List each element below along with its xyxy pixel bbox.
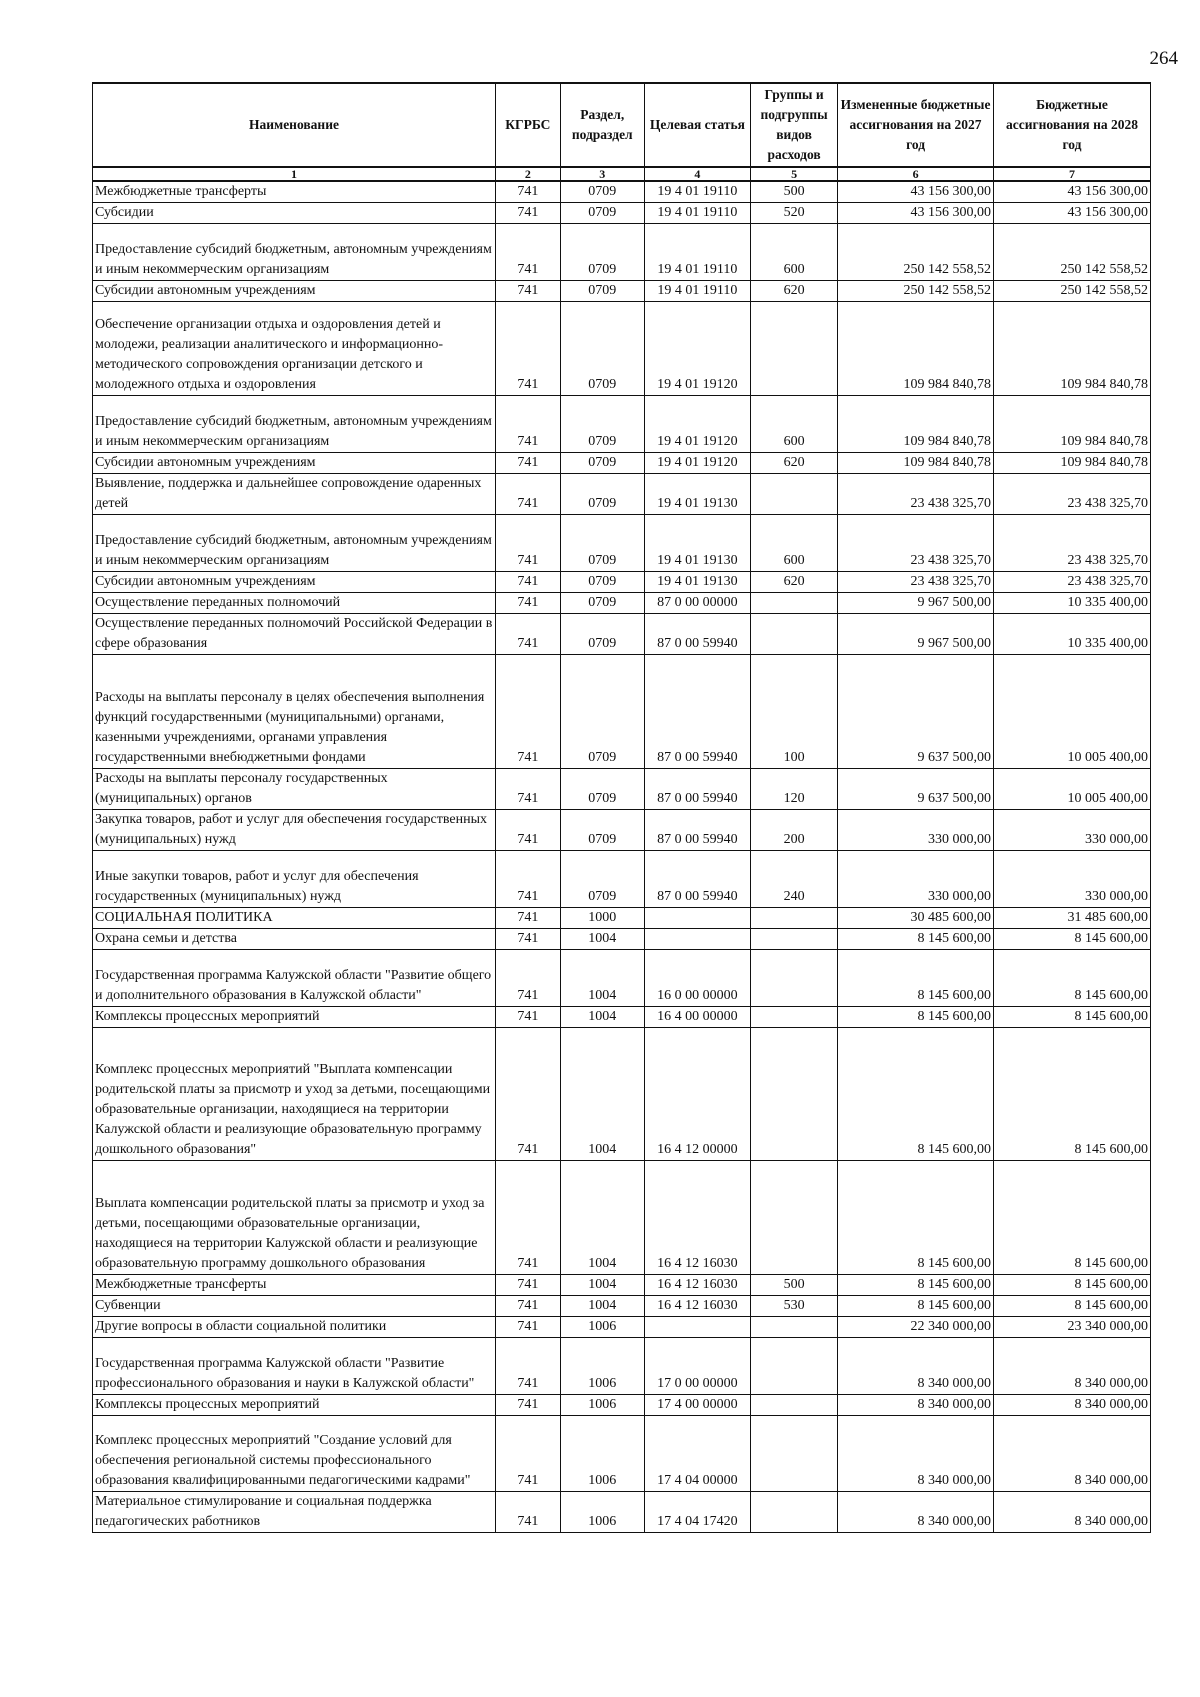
cell-kgrbs: 741 — [495, 1492, 560, 1533]
cell-section: 1004 — [560, 1007, 644, 1028]
cell-amount-2027: 22 340 000,00 — [838, 1317, 994, 1338]
cell-name: Другие вопросы в области социальной политики — [93, 1317, 496, 1338]
cell-section: 1000 — [560, 908, 644, 929]
cell-name: Субвенции — [93, 1296, 496, 1317]
cell-group: 600 — [751, 515, 838, 572]
cell-section: 0709 — [560, 655, 644, 769]
cell-section: 1004 — [560, 1161, 644, 1275]
cell-amount-2027: 250 142 558,52 — [838, 281, 994, 302]
header-changed-2027: Измененные бюджетные ассигнования на 2027 год — [838, 83, 994, 167]
cell-amount-2028: 109 984 840,78 — [994, 453, 1151, 474]
cell-section: 0709 — [560, 224, 644, 281]
column-number: 7 — [994, 167, 1151, 181]
table-row — [93, 593, 1151, 614]
page-number: 264 — [1149, 48, 1178, 69]
cell-target: 19 4 01 19130 — [644, 474, 750, 515]
cell-amount-2027: 8 145 600,00 — [838, 929, 994, 950]
cell-amount-2027: 330 000,00 — [838, 851, 994, 908]
cell-target: 19 4 01 19110 — [644, 224, 750, 281]
cell-kgrbs: 741 — [495, 572, 560, 593]
cell-amount-2027: 250 142 558,52 — [838, 224, 994, 281]
cell-group — [751, 1492, 838, 1533]
cell-name: Межбюджетные трансферты — [93, 1275, 496, 1296]
cell-amount-2027: 330 000,00 — [838, 810, 994, 851]
table-row — [93, 769, 1151, 810]
cell-group: 530 — [751, 1296, 838, 1317]
cell-target: 19 4 01 19120 — [644, 396, 750, 453]
cell-kgrbs: 741 — [495, 1416, 560, 1492]
cell-section: 1004 — [560, 950, 644, 1007]
table-row — [93, 453, 1151, 474]
cell-kgrbs: 741 — [495, 1275, 560, 1296]
table-row — [93, 302, 1151, 396]
column-number: 4 — [644, 167, 750, 181]
cell-amount-2028: 10 005 400,00 — [994, 769, 1151, 810]
cell-name: Предоставление субсидий бюджетным, автономным учреждениям и иным некоммерческим организациям — [93, 515, 496, 572]
cell-amount-2028: 10 005 400,00 — [994, 655, 1151, 769]
cell-amount-2027: 8 145 600,00 — [838, 1028, 994, 1161]
cell-group: 120 — [751, 769, 838, 810]
cell-section: 1006 — [560, 1416, 644, 1492]
cell-section: 0709 — [560, 203, 644, 224]
cell-kgrbs: 741 — [495, 810, 560, 851]
cell-amount-2028: 23 340 000,00 — [994, 1317, 1151, 1338]
cell-group: 620 — [751, 281, 838, 302]
cell-section: 1006 — [560, 1395, 644, 1416]
cell-group: 600 — [751, 224, 838, 281]
cell-amount-2027: 30 485 600,00 — [838, 908, 994, 929]
cell-target: 87 0 00 59940 — [644, 810, 750, 851]
cell-kgrbs: 741 — [495, 203, 560, 224]
cell-group: 520 — [751, 203, 838, 224]
cell-amount-2028: 23 438 325,70 — [994, 572, 1151, 593]
cell-target: 87 0 00 59940 — [644, 655, 750, 769]
cell-target: 87 0 00 00000 — [644, 593, 750, 614]
cell-target: 17 4 04 17420 — [644, 1492, 750, 1533]
cell-amount-2027: 8 145 600,00 — [838, 950, 994, 1007]
cell-name: Осуществление переданных полномочий Российской Федерации в сфере образования — [93, 614, 496, 655]
cell-section: 0709 — [560, 614, 644, 655]
cell-target: 16 4 00 00000 — [644, 1007, 750, 1028]
cell-target: 16 4 12 16030 — [644, 1275, 750, 1296]
cell-group — [751, 1317, 838, 1338]
cell-amount-2028: 8 340 000,00 — [994, 1338, 1151, 1395]
cell-section: 0709 — [560, 572, 644, 593]
cell-target: 19 4 01 19130 — [644, 515, 750, 572]
cell-amount-2028: 8 340 000,00 — [994, 1416, 1151, 1492]
cell-group: 500 — [751, 1275, 838, 1296]
cell-section: 1004 — [560, 929, 644, 950]
cell-group: 240 — [751, 851, 838, 908]
cell-amount-2027: 8 145 600,00 — [838, 1161, 994, 1275]
cell-section: 1004 — [560, 1028, 644, 1161]
cell-amount-2027: 43 156 300,00 — [838, 181, 994, 203]
cell-target: 19 4 01 19110 — [644, 203, 750, 224]
cell-section: 1006 — [560, 1317, 644, 1338]
cell-name: Выплата компенсации родительской платы за присмотр и уход за детьми, посещающими образовательные организации, находящиеся на территории Калужской области и реализующие образовательную программу дошкольного образования — [93, 1161, 496, 1275]
cell-amount-2027: 109 984 840,78 — [838, 302, 994, 396]
table-row — [93, 655, 1151, 769]
cell-name: Материальное стимулирование и социальная поддержка педагогических работников — [93, 1492, 496, 1533]
cell-kgrbs: 741 — [495, 396, 560, 453]
cell-section: 0709 — [560, 396, 644, 453]
cell-group — [751, 614, 838, 655]
cell-group — [751, 1161, 838, 1275]
cell-target: 19 4 01 19110 — [644, 281, 750, 302]
cell-section: 0709 — [560, 474, 644, 515]
cell-amount-2028: 23 438 325,70 — [994, 474, 1151, 515]
cell-section: 0709 — [560, 851, 644, 908]
cell-name: Субсидии автономным учреждениям — [93, 572, 496, 593]
cell-group — [751, 908, 838, 929]
header-name: Наименование — [93, 83, 496, 167]
cell-target — [644, 929, 750, 950]
cell-group: 200 — [751, 810, 838, 851]
cell-amount-2027: 23 438 325,70 — [838, 572, 994, 593]
cell-amount-2028: 8 145 600,00 — [994, 1028, 1151, 1161]
cell-group: 620 — [751, 453, 838, 474]
cell-amount-2028: 8 145 600,00 — [994, 929, 1151, 950]
cell-name: Иные закупки товаров, работ и услуг для обеспечения государственных (муниципальных) нужд — [93, 851, 496, 908]
cell-target: 16 4 12 00000 — [644, 1028, 750, 1161]
cell-target: 16 0 00 00000 — [644, 950, 750, 1007]
cell-name: Осуществление переданных полномочий — [93, 593, 496, 614]
cell-amount-2028: 250 142 558,52 — [994, 224, 1151, 281]
cell-target: 87 0 00 59940 — [644, 769, 750, 810]
cell-name: Комплекс процессных мероприятий "Создание условий для обеспечения региональной системы профессионального образования квалифицированными педагогическими кадрами" — [93, 1416, 496, 1492]
cell-name: Комплексы процессных мероприятий — [93, 1395, 496, 1416]
cell-target: 19 4 01 19120 — [644, 453, 750, 474]
cell-section: 1004 — [560, 1275, 644, 1296]
cell-name: Субсидии автономным учреждениям — [93, 453, 496, 474]
table-row — [93, 1028, 1151, 1161]
table-row — [93, 1416, 1151, 1492]
cell-amount-2027: 9 637 500,00 — [838, 655, 994, 769]
cell-name: Комплекс процессных мероприятий "Выплата компенсации родительской платы за присмотр и уход за детьми, посещающими образовательные организации, находящиеся на территории Калужской области и реализующие образовательную программу дошкольного образования" — [93, 1028, 496, 1161]
cell-amount-2028: 109 984 840,78 — [994, 396, 1151, 453]
cell-amount-2028: 250 142 558,52 — [994, 281, 1151, 302]
cell-amount-2028: 330 000,00 — [994, 851, 1151, 908]
cell-amount-2027: 109 984 840,78 — [838, 453, 994, 474]
cell-kgrbs: 741 — [495, 181, 560, 203]
cell-target — [644, 1317, 750, 1338]
cell-name: Расходы на выплаты персоналу в целях обеспечения выполнения функций государственными (муниципальными) органами, казенными учреждениями, органами управления государственными внебюджетными фондами — [93, 655, 496, 769]
cell-name: Субсидии автономным учреждениям — [93, 281, 496, 302]
cell-amount-2027: 8 145 600,00 — [838, 1296, 994, 1317]
table-row — [93, 224, 1151, 281]
cell-amount-2027: 8 340 000,00 — [838, 1395, 994, 1416]
cell-group — [751, 474, 838, 515]
header-target: Целевая статья — [644, 83, 750, 167]
cell-kgrbs: 741 — [495, 593, 560, 614]
table-row — [93, 515, 1151, 572]
cell-section: 0709 — [560, 515, 644, 572]
cell-group: 100 — [751, 655, 838, 769]
column-number: 2 — [495, 167, 560, 181]
cell-target: 19 4 01 19130 — [644, 572, 750, 593]
cell-amount-2027: 109 984 840,78 — [838, 396, 994, 453]
cell-name: Государственная программа Калужской области "Развитие общего и дополнительного образования в Калужской области" — [93, 950, 496, 1007]
cell-amount-2027: 8 340 000,00 — [838, 1338, 994, 1395]
cell-kgrbs: 741 — [495, 1161, 560, 1275]
header-kgrbs: КГРБС — [495, 83, 560, 167]
table-row — [93, 181, 1151, 203]
cell-name: Комплексы процессных мероприятий — [93, 1007, 496, 1028]
cell-section: 0709 — [560, 593, 644, 614]
table-row — [93, 908, 1151, 929]
header-section: Раздел, подраздел — [560, 83, 644, 167]
cell-kgrbs: 741 — [495, 1317, 560, 1338]
cell-section: 0709 — [560, 302, 644, 396]
cell-group — [751, 302, 838, 396]
cell-kgrbs: 741 — [495, 614, 560, 655]
table-row — [93, 474, 1151, 515]
cell-kgrbs: 741 — [495, 515, 560, 572]
cell-amount-2028: 31 485 600,00 — [994, 908, 1151, 929]
cell-name: Закупка товаров, работ и услуг для обеспечения государственных (муниципальных) нужд — [93, 810, 496, 851]
cell-section: 1006 — [560, 1492, 644, 1533]
cell-group: 600 — [751, 396, 838, 453]
cell-kgrbs: 741 — [495, 302, 560, 396]
cell-section: 0709 — [560, 769, 644, 810]
table-row — [93, 614, 1151, 655]
cell-amount-2028: 8 145 600,00 — [994, 1007, 1151, 1028]
cell-kgrbs: 741 — [495, 851, 560, 908]
table-row — [93, 572, 1151, 593]
cell-amount-2028: 10 335 400,00 — [994, 593, 1151, 614]
table-row — [93, 1395, 1151, 1416]
cell-target: 17 4 04 00000 — [644, 1416, 750, 1492]
cell-section: 1006 — [560, 1338, 644, 1395]
cell-target: 16 4 12 16030 — [644, 1161, 750, 1275]
table-row — [93, 950, 1151, 1007]
cell-target: 19 4 01 19110 — [644, 181, 750, 203]
cell-group — [751, 1338, 838, 1395]
cell-kgrbs: 741 — [495, 929, 560, 950]
cell-amount-2027: 9 967 500,00 — [838, 593, 994, 614]
cell-name: Охрана семьи и детства — [93, 929, 496, 950]
budget-table — [92, 82, 1151, 1533]
cell-name: Субсидии — [93, 203, 496, 224]
table-row — [93, 1007, 1151, 1028]
cell-amount-2028: 330 000,00 — [994, 810, 1151, 851]
cell-amount-2028: 8 340 000,00 — [994, 1395, 1151, 1416]
cell-kgrbs: 741 — [495, 1395, 560, 1416]
cell-kgrbs: 741 — [495, 908, 560, 929]
cell-group — [751, 1007, 838, 1028]
cell-name: Расходы на выплаты персоналу государственных (муниципальных) органов — [93, 769, 496, 810]
cell-kgrbs: 741 — [495, 1007, 560, 1028]
cell-name: СОЦИАЛЬНАЯ ПОЛИТИКА — [93, 908, 496, 929]
cell-group — [751, 929, 838, 950]
cell-section: 0709 — [560, 453, 644, 474]
column-number: 6 — [838, 167, 994, 181]
cell-kgrbs: 741 — [495, 1028, 560, 1161]
cell-amount-2027: 23 438 325,70 — [838, 474, 994, 515]
cell-name: Выявление, поддержка и дальнейшее сопровождение одаренных детей — [93, 474, 496, 515]
cell-group: 620 — [751, 572, 838, 593]
cell-name: Предоставление субсидий бюджетным, автономным учреждениям и иным некоммерческим организациям — [93, 224, 496, 281]
cell-amount-2027: 8 145 600,00 — [838, 1007, 994, 1028]
column-number: 5 — [751, 167, 838, 181]
cell-target: 19 4 01 19120 — [644, 302, 750, 396]
cell-group — [751, 593, 838, 614]
cell-amount-2027: 23 438 325,70 — [838, 515, 994, 572]
table-row — [93, 281, 1151, 302]
cell-target — [644, 908, 750, 929]
cell-target: 17 4 00 00000 — [644, 1395, 750, 1416]
table-row — [93, 810, 1151, 851]
cell-section: 0709 — [560, 181, 644, 203]
table-row — [93, 1338, 1151, 1395]
cell-group: 500 — [751, 181, 838, 203]
cell-kgrbs: 741 — [495, 453, 560, 474]
cell-kgrbs: 741 — [495, 281, 560, 302]
cell-amount-2028: 109 984 840,78 — [994, 302, 1151, 396]
cell-target: 16 4 12 16030 — [644, 1296, 750, 1317]
table-row — [93, 203, 1151, 224]
cell-target: 17 0 00 00000 — [644, 1338, 750, 1395]
cell-amount-2027: 9 637 500,00 — [838, 769, 994, 810]
header-groups: Группы и подгруппы видов расходов — [751, 83, 838, 167]
cell-group — [751, 1416, 838, 1492]
cell-name: Межбюджетные трансферты — [93, 181, 496, 203]
cell-section: 1004 — [560, 1296, 644, 1317]
cell-amount-2028: 8 340 000,00 — [994, 1492, 1151, 1533]
cell-section: 0709 — [560, 281, 644, 302]
cell-amount-2028: 43 156 300,00 — [994, 203, 1151, 224]
table-row — [93, 851, 1151, 908]
table-row — [93, 1296, 1151, 1317]
cell-group — [751, 1028, 838, 1161]
table-row — [93, 1492, 1151, 1533]
cell-amount-2028: 10 335 400,00 — [994, 614, 1151, 655]
cell-kgrbs: 741 — [495, 474, 560, 515]
cell-kgrbs: 741 — [495, 655, 560, 769]
cell-target: 87 0 00 59940 — [644, 614, 750, 655]
cell-amount-2028: 8 145 600,00 — [994, 1296, 1151, 1317]
cell-amount-2028: 8 145 600,00 — [994, 1161, 1151, 1275]
cell-kgrbs: 741 — [495, 224, 560, 281]
cell-amount-2028: 8 145 600,00 — [994, 1275, 1151, 1296]
cell-section: 0709 — [560, 810, 644, 851]
cell-target: 87 0 00 59940 — [644, 851, 750, 908]
table-row — [93, 1161, 1151, 1275]
cell-kgrbs: 741 — [495, 1338, 560, 1395]
table-header — [93, 83, 1151, 181]
cell-name: Обеспечение организации отдыха и оздоровления детей и молодежи, реализации аналитического и информационно-методического сопровождения организации детского и молодежного отдыха и оздоровления — [93, 302, 496, 396]
cell-amount-2028: 23 438 325,70 — [994, 515, 1151, 572]
cell-amount-2027: 8 340 000,00 — [838, 1492, 994, 1533]
header-budget-2028: Бюджетные ассигнования на 2028 год — [994, 83, 1151, 167]
cell-amount-2027: 9 967 500,00 — [838, 614, 994, 655]
column-number: 3 — [560, 167, 644, 181]
cell-name: Государственная программа Калужской области "Развитие профессионального образования и науки в Калужской области" — [93, 1338, 496, 1395]
cell-amount-2027: 43 156 300,00 — [838, 203, 994, 224]
cell-kgrbs: 741 — [495, 1296, 560, 1317]
table-row — [93, 1275, 1151, 1296]
column-number: 1 — [93, 167, 496, 181]
table-row — [93, 1317, 1151, 1338]
table-body — [93, 181, 1151, 1533]
cell-amount-2027: 8 145 600,00 — [838, 1275, 994, 1296]
table-row — [93, 929, 1151, 950]
table-row — [93, 396, 1151, 453]
cell-kgrbs: 741 — [495, 769, 560, 810]
cell-amount-2028: 43 156 300,00 — [994, 181, 1151, 203]
cell-name: Предоставление субсидий бюджетным, автономным учреждениям и иным некоммерческим организациям — [93, 396, 496, 453]
cell-group — [751, 1395, 838, 1416]
cell-group — [751, 950, 838, 1007]
cell-amount-2027: 8 340 000,00 — [838, 1416, 994, 1492]
cell-amount-2028: 8 145 600,00 — [994, 950, 1151, 1007]
cell-kgrbs: 741 — [495, 950, 560, 1007]
